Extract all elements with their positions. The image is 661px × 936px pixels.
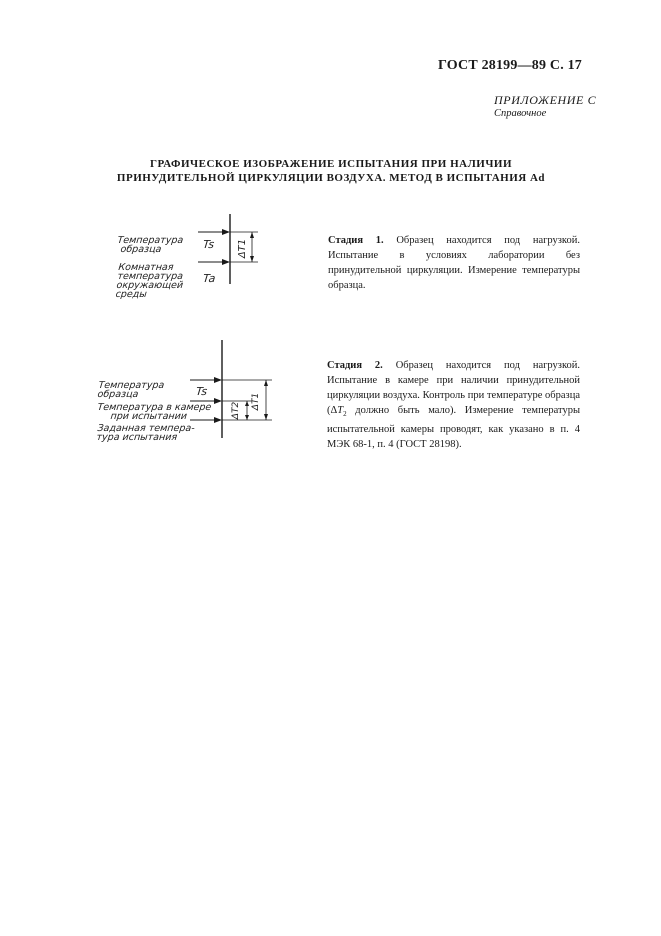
stage2-symbol-ts: Ts: [195, 385, 208, 398]
stage2-label-chamber: Температура в камере при испытании: [96, 402, 212, 422]
appendix-type: Справочное: [494, 108, 547, 119]
stage2-text-a: Образец находится под нагрузкой. Испытание в камере при наличии принудительной циркуляции воздуха. Контроль при температуре образца (Δ: [327, 360, 581, 416]
stage2-text-symbol: T: [337, 405, 344, 416]
stage2-label-setpoint: Заданная темпера- тура испытания: [95, 423, 196, 443]
stage2-heading: Стадия 2.: [327, 360, 383, 371]
stage1-label-sample: Температура образца: [116, 235, 184, 255]
stage1-symbol-ta: Ta: [202, 272, 216, 285]
appendix-label: ПРИЛОЖЕНИЕ С: [494, 93, 597, 107]
stage1-delta-t1: ΔT1: [237, 238, 249, 259]
title-line-2: ПРИНУДИТЕЛЬНОЙ ЦИРКУЛЯЦИИ ВОЗДУХА. МЕТОД В ИСПЫТАНИЯ Ad: [116, 172, 546, 184]
stage2-label-sample: Температура образца: [96, 380, 165, 400]
title-line-1: ГРАФИЧЕСКОЕ ИЗОБРАЖЕНИЕ ИСПЫТАНИЯ ПРИ НАЛИЧИИ: [149, 158, 513, 170]
stage2-text-b: должно быть мало). Измерение температуры испытательной камеры проводят, как указано в п. 4 МЭК 68-1, п. 4 (ГОСТ 28198).: [327, 405, 580, 451]
page-header: ГОСТ 28199—89 С. 17: [438, 58, 582, 73]
stage2-delta-t2: ΔT2: [231, 401, 242, 420]
stage1-label-ambient: Комнатная температура окружающей среды: [115, 262, 184, 300]
stage2-delta-t1: ΔT1: [251, 392, 262, 411]
stage1-heading: Стадия 1.: [328, 235, 384, 246]
stage1-text: Образец находится под нагрузкой. Испытание в условиях лаборатории без принудительной циркуляции. Измерение температуры образца.: [328, 235, 580, 291]
stage1-symbol-ts: Ts: [202, 238, 215, 251]
stage2-text-subscript: 2: [343, 410, 347, 419]
stage2-paragraph: [327, 358, 580, 452]
